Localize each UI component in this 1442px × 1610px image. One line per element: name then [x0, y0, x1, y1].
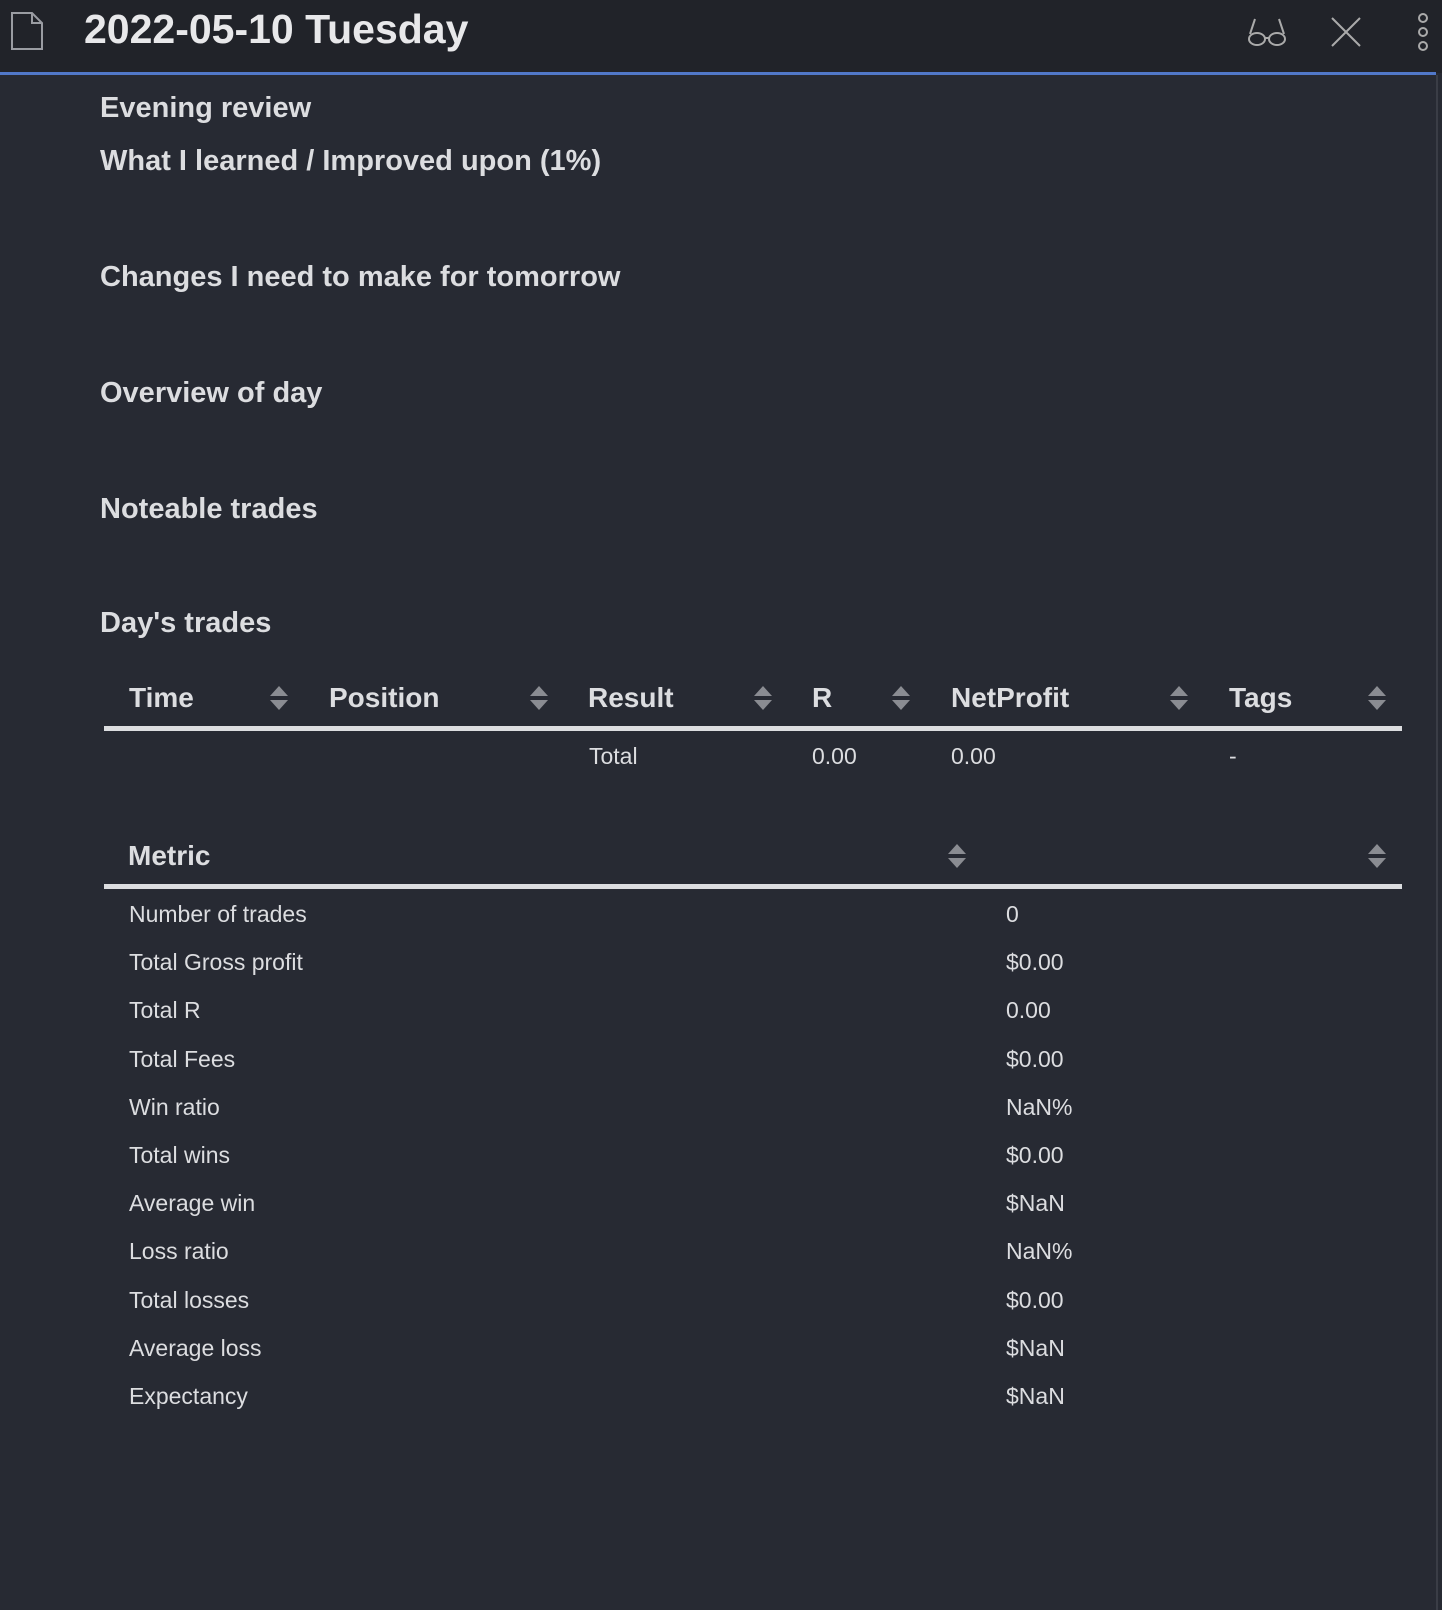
reading-view-icon[interactable]: [1246, 16, 1288, 48]
header-divider: [104, 884, 1402, 889]
metric-value: $NaN: [1006, 1383, 1065, 1409]
note-title[interactable]: 2022-05-10 Tuesday: [84, 6, 469, 52]
metric-value: $NaN: [1006, 1334, 1065, 1361]
metric-name: Win ratio: [129, 1093, 220, 1120]
metric-name: Number of trades: [129, 901, 307, 927]
sort-icon[interactable]: [530, 686, 548, 712]
pane-border: [1436, 75, 1438, 1610]
metric-name: Loss ratio: [129, 1238, 229, 1265]
heading-noteable-trades: Noteable trades: [100, 493, 318, 525]
metric-name: Expectancy: [129, 1383, 248, 1409]
heading-changes: Changes I need to make for tomorrow: [100, 261, 621, 293]
metric-value: $NaN: [1006, 1190, 1065, 1217]
total-r: 0.00: [812, 743, 857, 769]
column-header-result[interactable]: Result: [588, 682, 674, 713]
column-header-netprofit[interactable]: NetProfit: [951, 682, 1070, 713]
header-divider: [104, 726, 1402, 731]
sort-icon[interactable]: [754, 686, 772, 712]
metric-value: NaN%: [1006, 1238, 1073, 1265]
column-header-position[interactable]: Position: [329, 682, 440, 713]
metric-value: 0.00: [1006, 997, 1051, 1024]
heading-learned: What I learned / Improved upon (1%): [100, 145, 602, 177]
close-icon[interactable]: [1330, 16, 1362, 48]
column-header-time[interactable]: Time: [129, 682, 194, 713]
total-label: Total: [589, 743, 638, 769]
sort-icon[interactable]: [1368, 686, 1386, 712]
more-options-icon[interactable]: [1415, 12, 1431, 52]
metric-value: $0.00: [1006, 949, 1064, 976]
sort-icon[interactable]: [1170, 686, 1188, 712]
metric-name: Total R: [129, 997, 201, 1024]
metric-value: $0.00: [1006, 1045, 1064, 1072]
metric-name: Total losses: [129, 1286, 250, 1313]
sort-icon[interactable]: [1368, 844, 1386, 870]
file-icon: [10, 11, 44, 51]
heading-evening-review: Evening review: [100, 92, 312, 124]
metric-name: Total Fees: [129, 1045, 236, 1072]
column-header-r[interactable]: R: [812, 682, 833, 713]
sort-icon[interactable]: [892, 686, 910, 712]
metric-name: Total Gross profit: [129, 949, 303, 976]
metric-name: Total wins: [129, 1142, 230, 1168]
metric-value: $0.00: [1006, 1286, 1064, 1313]
total-netprofit: 0.00: [951, 743, 996, 769]
column-header-tags[interactable]: Tags: [1229, 682, 1293, 713]
metric-value: $0.00: [1006, 1142, 1064, 1168]
note-header: [0, 0, 1442, 73]
column-header-metric[interactable]: Metric: [128, 840, 211, 871]
sort-icon[interactable]: [948, 844, 966, 870]
metric-name: Average loss: [129, 1334, 262, 1361]
active-tab-indicator: [0, 72, 1436, 75]
metric-name: Average win: [129, 1190, 256, 1217]
sort-icon[interactable]: [270, 686, 288, 712]
heading-overview: Overview of day: [100, 377, 323, 409]
heading-days-trades: Day's trades: [100, 607, 272, 639]
total-tags: -: [1229, 743, 1237, 769]
metric-value: NaN%: [1006, 1093, 1073, 1120]
metric-value: 0: [1006, 901, 1019, 927]
